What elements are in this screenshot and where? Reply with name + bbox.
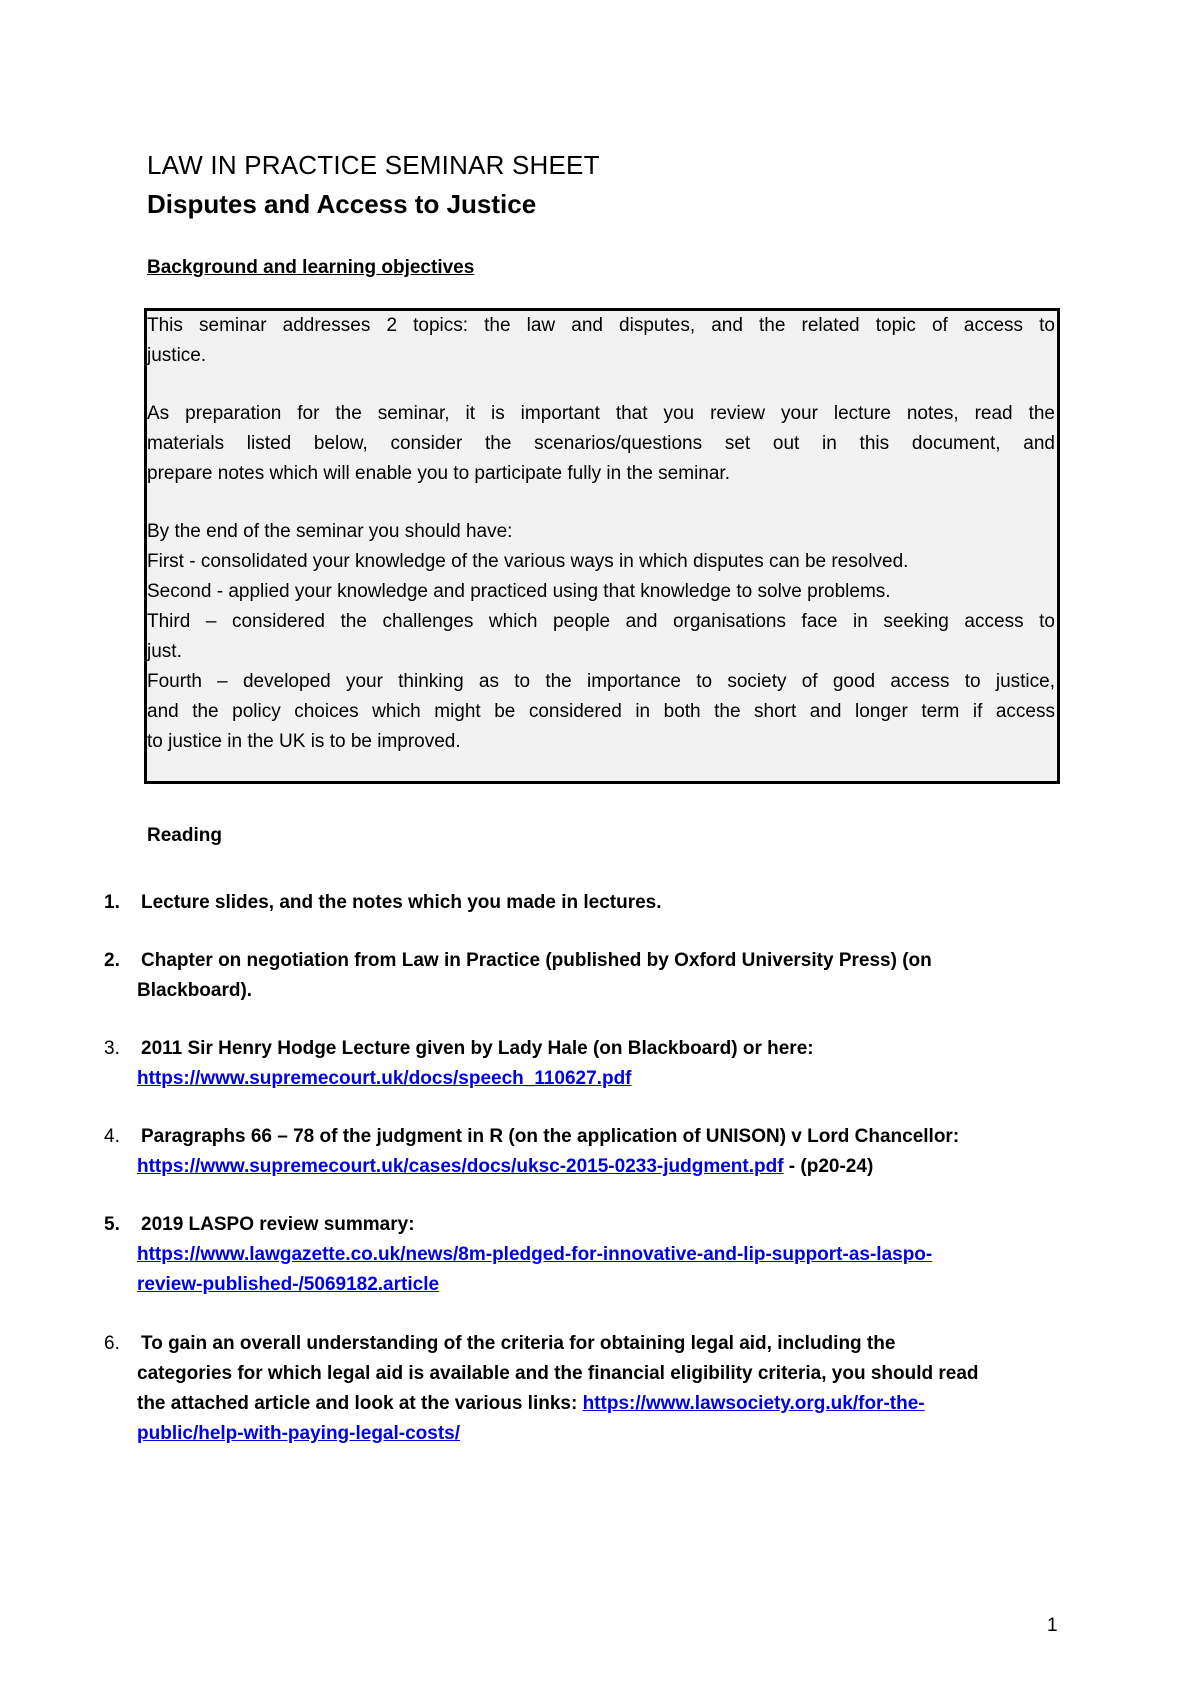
reading-line: the attached article and look at the various links: bbox=[137, 1393, 583, 1414]
box-line: to justice in the UK is to be improved. bbox=[147, 731, 461, 752]
objectives-box bbox=[144, 308, 1060, 784]
reading-link[interactable]: review-published-/5069182.article bbox=[137, 1274, 440, 1295]
box-line: justice. bbox=[147, 345, 207, 366]
list-number: 2. bbox=[104, 950, 120, 971]
box-line: By the end of the seminar you should have: bbox=[147, 521, 513, 542]
reading-line: 2019 LASPO review summary: bbox=[141, 1214, 415, 1235]
document-subtitle: Disputes and Access to Justice bbox=[147, 189, 537, 219]
reading-link[interactable]: https://www.lawgazette.co.uk/news/8m-pledged-for-innovative-and-lip-support-as-laspo- bbox=[137, 1244, 933, 1265]
reading-line: Paragraphs 66 – 78 of the judgment in R (on the application of UNISON) v Lord Chancellor: bbox=[141, 1126, 960, 1147]
box-paragraph-outcomes bbox=[147, 517, 1055, 757]
box-paragraph-topics bbox=[147, 311, 1055, 371]
list-number: 3. bbox=[104, 1038, 120, 1059]
document-title: LAW IN PRACTICE SEMINAR SHEET bbox=[147, 150, 600, 180]
box-line: Third – considered the challenges which people and organisations face in seeking access to bbox=[147, 611, 1055, 632]
reading-link[interactable]: public/help-with-paying-legal-costs/ bbox=[137, 1423, 461, 1444]
reading-text bbox=[137, 1034, 814, 1094]
list-number: 1. bbox=[104, 892, 120, 913]
box-line: and the policy choices which might be considered in both the short and longer term if access bbox=[147, 701, 1055, 722]
box-line: This seminar addresses 2 topics: the law and disputes, and the related topic of access to bbox=[147, 315, 1055, 336]
reading-text bbox=[137, 946, 932, 1006]
objectives-heading: Background and learning objectives bbox=[147, 257, 475, 278]
box-line: First - consolidated your knowledge of the various ways in which disputes can be resolved. bbox=[147, 551, 909, 572]
reading-heading: Reading bbox=[147, 825, 222, 846]
reading-link[interactable]: https://www.supremecourt.uk/docs/speech_110627.pdf bbox=[137, 1068, 632, 1089]
reading-line: To gain an overall understanding of the criteria for obtaining legal aid, including the bbox=[141, 1333, 896, 1354]
reading-text bbox=[137, 1329, 979, 1449]
reading-line: categories for which legal aid is available and the financial eligibility criteria, you should read bbox=[137, 1363, 979, 1384]
box-line: As preparation for the seminar, it is important that you review your lecture notes, read the bbox=[147, 403, 1055, 424]
box-line: prepare notes which will enable you to participate fully in the seminar. bbox=[147, 463, 730, 484]
list-number: 4. bbox=[104, 1126, 120, 1147]
reading-text bbox=[141, 888, 662, 918]
page-number: 1 bbox=[1047, 1615, 1058, 1636]
reading-line: Blackboard). bbox=[137, 980, 253, 1001]
box-paragraph-preparation bbox=[147, 399, 1055, 489]
reading-link[interactable]: https://www.lawsociety.org.uk/for-the- bbox=[582, 1393, 925, 1414]
box-line: materials listed below, consider the scenarios/questions set out in this document, and bbox=[147, 433, 1055, 454]
reading-link[interactable]: https://www.supremecourt.uk/cases/docs/uksc-2015-0233-judgment.pdf bbox=[137, 1156, 784, 1177]
reading-text bbox=[137, 1122, 960, 1182]
box-line: Second - applied your knowledge and practiced using that knowledge to solve problems. bbox=[147, 581, 891, 602]
page-range: - (p20-24) bbox=[783, 1156, 874, 1177]
list-number: 5. bbox=[104, 1214, 120, 1235]
box-line: just. bbox=[147, 641, 182, 662]
reading-line: Lecture slides, and the notes which you made in lectures. bbox=[141, 892, 662, 913]
list-number: 6. bbox=[104, 1333, 120, 1354]
box-line: Fourth – developed your thinking as to the importance to society of good access to justice, bbox=[147, 671, 1055, 692]
reading-text bbox=[137, 1210, 933, 1300]
reading-line: Chapter on negotiation from Law in Practice (published by Oxford University Press) (on bbox=[141, 950, 932, 971]
reading-line: 2011 Sir Henry Hodge Lecture given by Lady Hale (on Blackboard) or here: bbox=[141, 1038, 814, 1059]
